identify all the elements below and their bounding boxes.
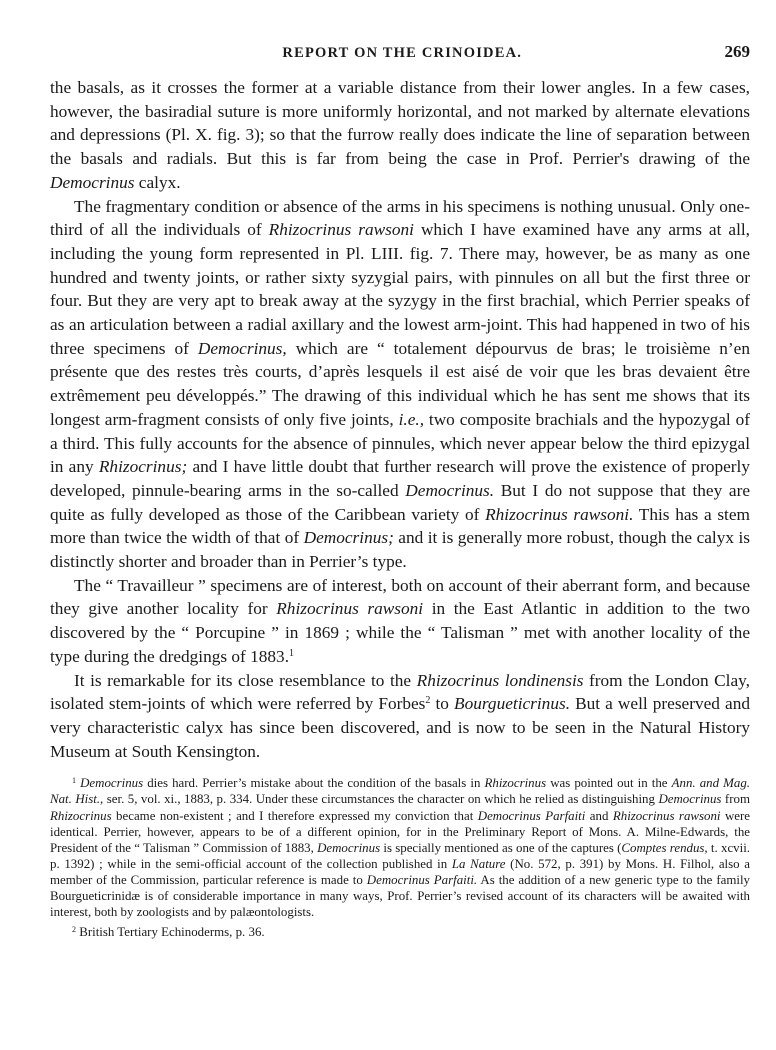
italic-run: Rhizocrinus; (98, 457, 188, 477)
italic-run: Democrinus (80, 776, 144, 791)
running-title: REPORT ON THE CRINOIDEA. (282, 45, 523, 61)
text-run: in the East Atlantic in addition to the two discovered by the “ Porcupine ” in 1869 ; while the “ Talisman ” met with another locality of the type during the dredgings of 1883. (50, 599, 750, 666)
italic-run: Democrinus Parfaiti (477, 808, 586, 823)
text-run: t. xcvii. p. 1392) ; while in the semi-official account of the collection published in (50, 840, 750, 871)
text-run: The fragmentary condition or absence of the arms in his specimens is nothing unusual. Only one-third of all the individuals of (50, 196, 750, 240)
italic-run: Democrinus (317, 840, 381, 855)
italic-run: Ann. and Mag. Nat. Hist., (50, 776, 751, 807)
text-run: But I do not suppose that they are quite as fully developed as those of the Caribbean variety of (50, 480, 750, 524)
text-run: and (585, 808, 613, 823)
main-text (50, 76, 750, 763)
text-run: This has a stem more than twice the width of that of (50, 504, 750, 548)
paragraph (50, 669, 750, 764)
text-run: became non-existent ; and I therefore expressed my conviction that (111, 808, 478, 823)
paragraph (50, 195, 750, 574)
text-run: It is remarkable for its close resemblance to the (74, 670, 417, 690)
paragraph (50, 76, 750, 195)
italic-run: Democrinus. (405, 480, 495, 500)
footnote-marker: 1 (72, 776, 76, 786)
footnote (50, 775, 750, 920)
text-run: As the addition of a new generic type to the family Bourgueticrinidæ is of considerable importance in many ways, Prof. Perrier’s revised account of its characters will be awaited with interest, both by zoologists and by palæontologists. (50, 872, 750, 920)
italic-run: Rhizocrinus rawsoni (276, 599, 424, 619)
italic-run: i.e., (398, 409, 425, 429)
italic-run: Democrinus; (303, 528, 394, 548)
text-run: and it is generally more robust, though the calyx is distinctly shorter and broader than in Perrier’s type. (50, 528, 750, 572)
paragraph (50, 574, 750, 669)
text-run: two composite brachials and the hypozygal of a third. This fully accounts for the absence of pinnules, which never appear below the third epizygal in any (50, 409, 750, 477)
text-run: and I have little doubt that further research will prove the existence of properly developed, pinnule-bearing arms in the so-called (50, 457, 750, 500)
text-run: dies hard. Perrier’s mistake about the condition of the basals in (143, 776, 485, 791)
text-run: were identical. Perrier, however, appears to be of a different opinion, for in the Preliminary Report of Mons. A. Milne-Edwards, the President of the “ Talisman ” Commission of 1883, (50, 808, 750, 855)
text-run: which are “ totalement dépourvus de bras; le troisième n’en présente que des restes très courts, d’après lesquels il est aisé de voir que les bras devaient être extrêmement peu développés.” The drawing of this individual which he has sent me shows that its longest arm-fragment consists of only five joints, (50, 338, 750, 429)
italic-run: La Nature (451, 856, 506, 871)
text-run: to (430, 694, 455, 714)
italic-run: Democrinus (658, 792, 722, 807)
italic-run: Rhizocrinus (484, 776, 547, 791)
text-run: from the London Clay, isolated stem-joints of which were referred by Forbes (50, 670, 750, 714)
text-run: But a well preserved and very characteristic calyx has since been discovered, and is now to be seen in the Natural History Museum at South Kensington. (50, 694, 750, 761)
italic-run: Democrinus Parfaiti. (366, 872, 478, 887)
text-run: is specially mentioned as one of the captures ( (380, 840, 622, 855)
running-header (50, 42, 750, 76)
footnotes (50, 775, 750, 940)
page-number: 269 (724, 42, 750, 61)
italic-run: Comptes rendus, (621, 840, 708, 855)
text-run: (No. 572, p. 391) by Mons. H. Filhol, also a member of the Commission, particular reference is made to (50, 856, 750, 887)
italic-run: Democrinus, (197, 338, 287, 358)
italic-run: Rhizocrinus (50, 808, 112, 823)
italic-run: Bourgueticrinus. (454, 694, 571, 714)
italic-run: Rhizocrinus rawsoni. (485, 504, 634, 524)
text-run: The “ Travailleur ” specimens are of interest, both on account of their aberrant form, and because they give another locality for (50, 575, 750, 619)
footnote-marker: 1 (289, 647, 295, 659)
text-run: from (721, 792, 750, 807)
italic-run: Rhizocrinus londinensis (416, 670, 584, 690)
text-run: the basals, as it crosses the former at a variable distance from their lower angles. In a few cases, however, the basiradial suture is more uniformly horizontal, and not marked by alternate elevations and depressions (Pl. X. fig. 3); so that the furrow really does indicate the line of separation between the basals and radials. But this is far from being the case in Prof. Perrier's drawing of the (50, 78, 750, 169)
footnote-marker: 2 (425, 695, 431, 707)
footnote (50, 924, 750, 940)
text-run: calyx. (134, 172, 181, 192)
italic-run: Rhizocrinus rawsoni (612, 808, 721, 823)
italic-run: Rhizocrinus rawsoni (268, 220, 414, 240)
text-run: was pointed out in the (546, 776, 672, 791)
text-run: ser. 5, vol. xi., 1883, p. 334. Under these circumstances the character on which he relied as distinguishing (103, 792, 659, 807)
footnote-marker: 2 (72, 925, 76, 935)
italic-run: Democrinus (50, 172, 135, 192)
text-run: British Tertiary Echinoderms, p. 36. (76, 925, 265, 940)
text-run: which I have examined have any arms at all, including the young form represented in Pl. LIII. fig. 7. There may, however, be as many as one hundred and twenty joints, or rather sixty syzygial pairs, with pinnules on all but the first three or four. But they are very apt to break away at the syzygy in the first brachial, which Perrier speaks of as an articulation between a radial axillary and the lowest arm-joint. This had happened in two of his three specimens of (50, 220, 750, 358)
